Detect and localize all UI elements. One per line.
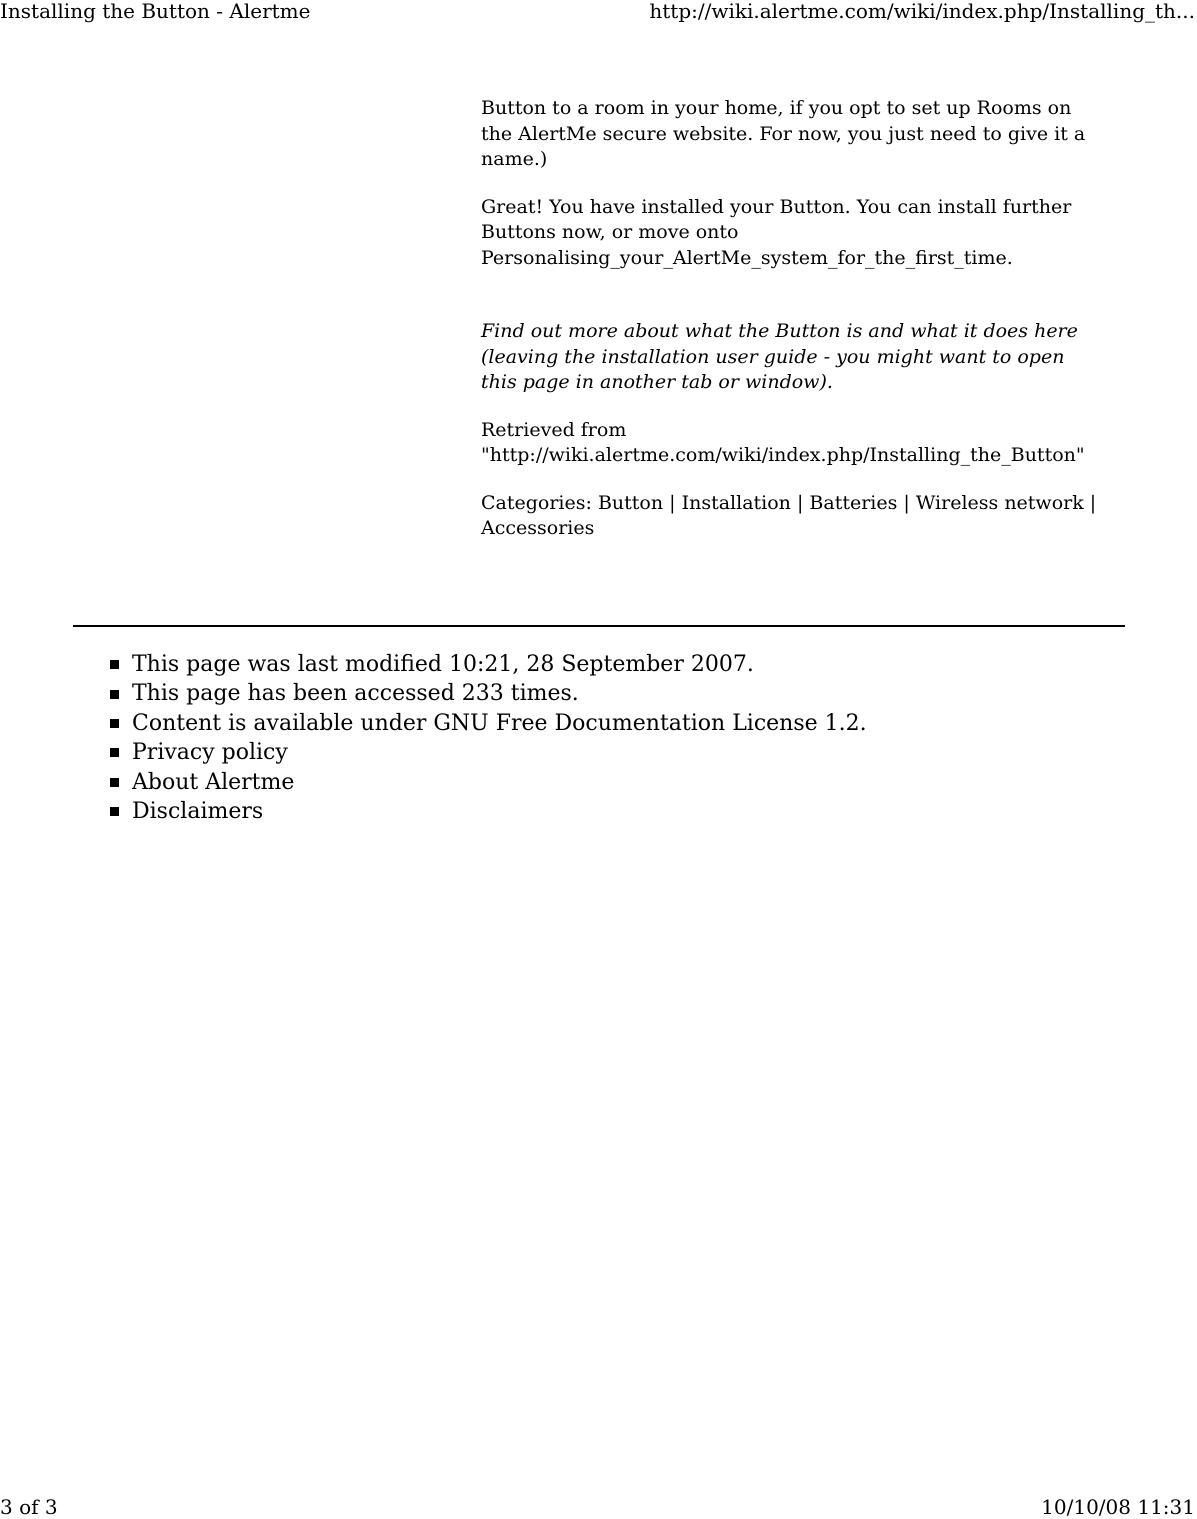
- article-content: [481, 96, 1106, 564]
- paragraph-installed-end: .: [1006, 246, 1013, 269]
- categories: [481, 491, 1106, 542]
- footer-item-text[interactable]: Disclaimers: [132, 799, 264, 825]
- square-bullet-icon: [110, 807, 119, 816]
- paragraph-installed-text: Great! You have installed your Button. You can install further Buttons now, or move onto: [481, 195, 1072, 243]
- square-bullet-icon: [110, 748, 119, 757]
- square-bullet-icon: [110, 719, 119, 728]
- footer-item-text[interactable]: About Alertme: [132, 769, 295, 795]
- footer-item-disclaimers[interactable]: [110, 797, 867, 826]
- paragraph-room-naming: Button to a room in your home, if you opt to set up Rooms on the AlertMe secure website. For now, you just need to give it a name.): [481, 97, 1086, 170]
- category-link-wireless-network[interactable]: Wireless network: [915, 491, 1084, 514]
- print-footer-datetime: 10/10/08 11:31: [1041, 1495, 1195, 1519]
- category-link-accessories[interactable]: Accessories: [481, 517, 595, 539]
- category-separator: |: [790, 491, 810, 514]
- print-header-url: http://wiki.alertme.com/wiki/index.php/Installing_th...: [649, 0, 1195, 23]
- category-separator: |: [663, 491, 682, 514]
- footer-list: [110, 650, 867, 826]
- retrieved-url-link[interactable]: http://wiki.alertme.com/wiki/index.php/Installing_the_Button: [489, 444, 1076, 466]
- footer-item-text[interactable]: Content is available under GNU Free Documentation License 1.2.: [132, 710, 867, 736]
- footer-item-text: This page has been accessed 233 times.: [132, 681, 579, 707]
- retrieved-prefix: Retrieved from ": [481, 418, 627, 466]
- footer-item-privacy-policy[interactable]: [110, 738, 867, 767]
- category-link-button[interactable]: Button: [597, 491, 664, 514]
- square-bullet-icon: [110, 690, 119, 699]
- footer-item-text[interactable]: Privacy policy: [132, 740, 288, 766]
- footer-divider: [73, 625, 1125, 627]
- category-separator: |: [897, 491, 916, 514]
- square-bullet-icon: [110, 778, 119, 787]
- category-link-installation[interactable]: Installation: [681, 491, 791, 514]
- footer-item-text: This page was last modified 10:21, 28 September 2007.: [132, 652, 754, 677]
- footer-item-access-count: [110, 679, 867, 708]
- print-header-title: Installing the Button - Alertme: [0, 0, 311, 23]
- personalising-link[interactable]: Personalising_your_AlertMe_system_for_the_first_time: [481, 246, 1007, 269]
- retrieved-from: [481, 418, 1106, 469]
- footer-item-last-modified: [110, 650, 867, 679]
- footer-item-about[interactable]: [110, 768, 867, 797]
- find-out-more-paragraph: [481, 319, 1106, 396]
- square-bullet-icon: [110, 660, 119, 669]
- retrieved-suffix: ": [1075, 444, 1085, 466]
- print-footer-page-number: 3 of 3: [0, 1495, 58, 1519]
- category-link-batteries[interactable]: Batteries: [809, 491, 898, 514]
- paragraph-installed: [481, 195, 1106, 272]
- categories-label: Categories:: [481, 491, 598, 514]
- category-separator: |: [1083, 491, 1097, 514]
- find-out-more-link[interactable]: Find out more about what the Button is and what it does here (leaving the installation user guide - you might want to open this page in another tab or window).: [481, 320, 1078, 393]
- footer-item-license[interactable]: [110, 709, 867, 738]
